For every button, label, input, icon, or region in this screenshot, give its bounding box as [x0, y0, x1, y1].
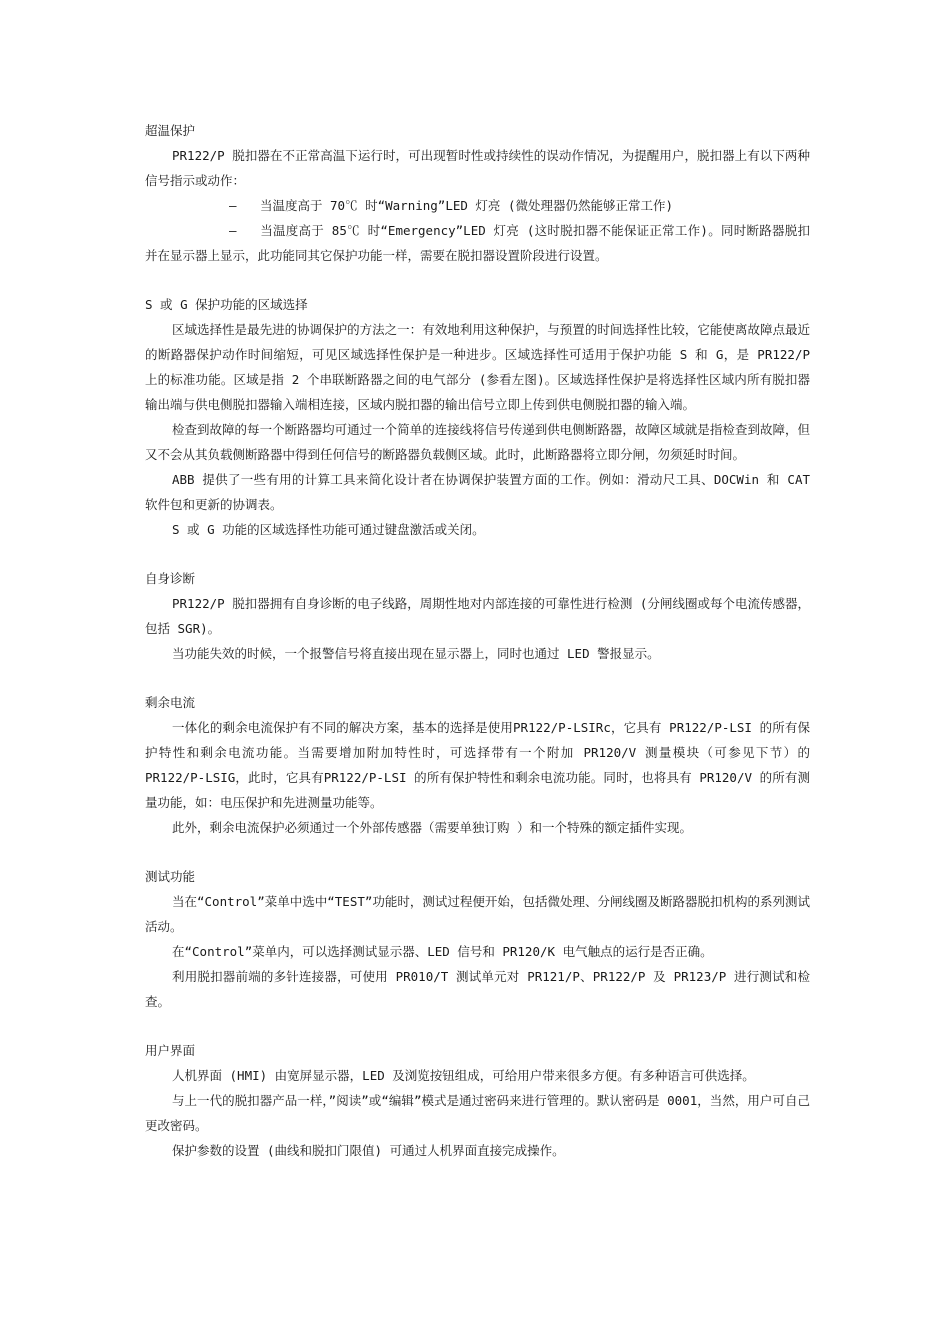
section-overtemperature: [145, 118, 810, 268]
section-residual-current: [145, 690, 810, 840]
section-heading: 剩余电流: [145, 695, 196, 710]
paragraph: PR122/P 脱扣器拥有自身诊断的电子线路，周期性地对内部连接的可靠性进行检测 (分闸线圈或每个电流传感器，包括 SGR)。: [145, 596, 810, 636]
paragraph: S 或 G 功能的区域选择性功能可通过键盘激活或关闭。: [172, 522, 485, 537]
paragraph: 当功能失效的时候，一个报警信号将直接出现在显示器上，同时也通过 LED 警报显示。: [172, 646, 660, 661]
paragraph: 人机界面 (HMI) 由宽屏显示器，LED 及浏览按钮组成，可给用户带来很多方便。有多种语言可供选择。: [172, 1068, 755, 1083]
section-test-function: [145, 864, 810, 1014]
paragraph: 检查到故障的每一个断路器均可通过一个简单的连接线将信号传递到供电侧断路器，故障区域就是指检查到故障，但又不会从其负载侧断路器中得到任何信号的断路器负载侧区域。此时，此断路器将立即分闸，勿须延时时间。: [145, 422, 810, 462]
section-heading: 测试功能: [145, 869, 196, 884]
paragraph: 当在“Control”菜单中选中“TEST”功能时，测试过程便开始，包括微处理、分闸线圈及断路器脱扣机构的系列测试活动。: [145, 894, 810, 934]
bullet-text: 当温度高于 85℃ 时“Emergency”LED 灯亮 (这时脱扣器不能保证正常工作)。同时断路器脱扣并在显示器上显示，此功能同其它保护功能一样，需要在脱扣器设置阶段进行设置。: [145, 223, 810, 263]
bullet-text: 当温度高于 70℃ 时“Warning”LED 灯亮 (微处理器仍然能够正常工作): [260, 198, 674, 213]
paragraph: 此外，剩余电流保护必须通过一个外部传感器（需要单独订购 ）和一个特殊的额定插件实现。: [172, 820, 693, 835]
section-heading: 自身诊断: [145, 571, 196, 586]
section-heading: 超温保护: [145, 123, 196, 138]
section-heading: 用户界面: [145, 1043, 196, 1058]
paragraph: 与上一代的脱扣器产品一样，”阅读”或“编辑”模式是通过密码来进行管理的。默认密码是 0001，当然，用户可自己更改密码。: [145, 1093, 810, 1133]
paragraph: ABB 提供了一些有用的计算工具来简化设计者在协调保护装置方面的工作。例如：滑动尺工具、DOCWin 和 CAT 软件包和更新的协调表。: [145, 472, 810, 512]
section-zone-selectivity: [145, 292, 810, 542]
section-heading: S 或 G 保护功能的区域选择: [145, 297, 308, 312]
bullet-dash: —: [229, 223, 237, 238]
paragraph: 在“Control”菜单内，可以选择测试显示器、LED 信号和 PR120/K 电气触点的运行是否正确。: [172, 944, 713, 959]
paragraph: PR122/P 脱扣器在不正常高温下运行时，可出现暂时性或持续性的误动作情况，为提醒用户，脱扣器上有以下两种信号指示或动作：: [145, 148, 810, 188]
bullet-dash: —: [229, 198, 237, 213]
bullet-item: [145, 193, 810, 218]
paragraph: 一体化的剩余电流保护有不同的解决方案，基本的选择是使用PR122/P-LSIRc，它具有 PR122/P-LSI 的所有保护特性和剩余电流功能。当需要增加附加特性时，可选择带有一个附加 PR120/V 测量模块（可参见下节）的 PR122/P-LSIG，此时，它具有PR122/P-LSI 的所有保护特性和剩余电流功能。同时，也将具有 PR120/V 的所有测量功能，如：电压保护和先进测量功能等。: [145, 720, 810, 810]
bullet-item: [145, 218, 810, 268]
paragraph: 保护参数的设置 (曲线和脱扣门限值) 可通过人机界面直接完成操作。: [172, 1143, 565, 1158]
paragraph: 区域选择性是最先进的协调保护的方法之一：有效地利用这种保护，与预置的时间选择性比较，它能使离故障点最近的断路器保护动作时间缩短，可见区域选择性保护是一种进步。区域选择性可适用于保护功能 S 和 G，是 PR122/P 上的标准功能。区域是指 2 个串联断路器之间的电气部分 (参看左图)。区域选择性保护是将选择性区域内所有脱扣器输出端与供电侧脱扣器输入端相连接，区域内脱扣器的输出信号立即上传到供电侧脱扣器的输入端。: [145, 322, 810, 412]
section-self-diagnosis: [145, 566, 810, 666]
paragraph: 利用脱扣器前端的多针连接器，可使用 PR010/T 测试单元对 PR121/P、PR122/P 及 PR123/P 进行测试和检查。: [145, 969, 810, 1009]
document-page: [145, 118, 810, 1187]
section-user-interface: [145, 1038, 810, 1163]
